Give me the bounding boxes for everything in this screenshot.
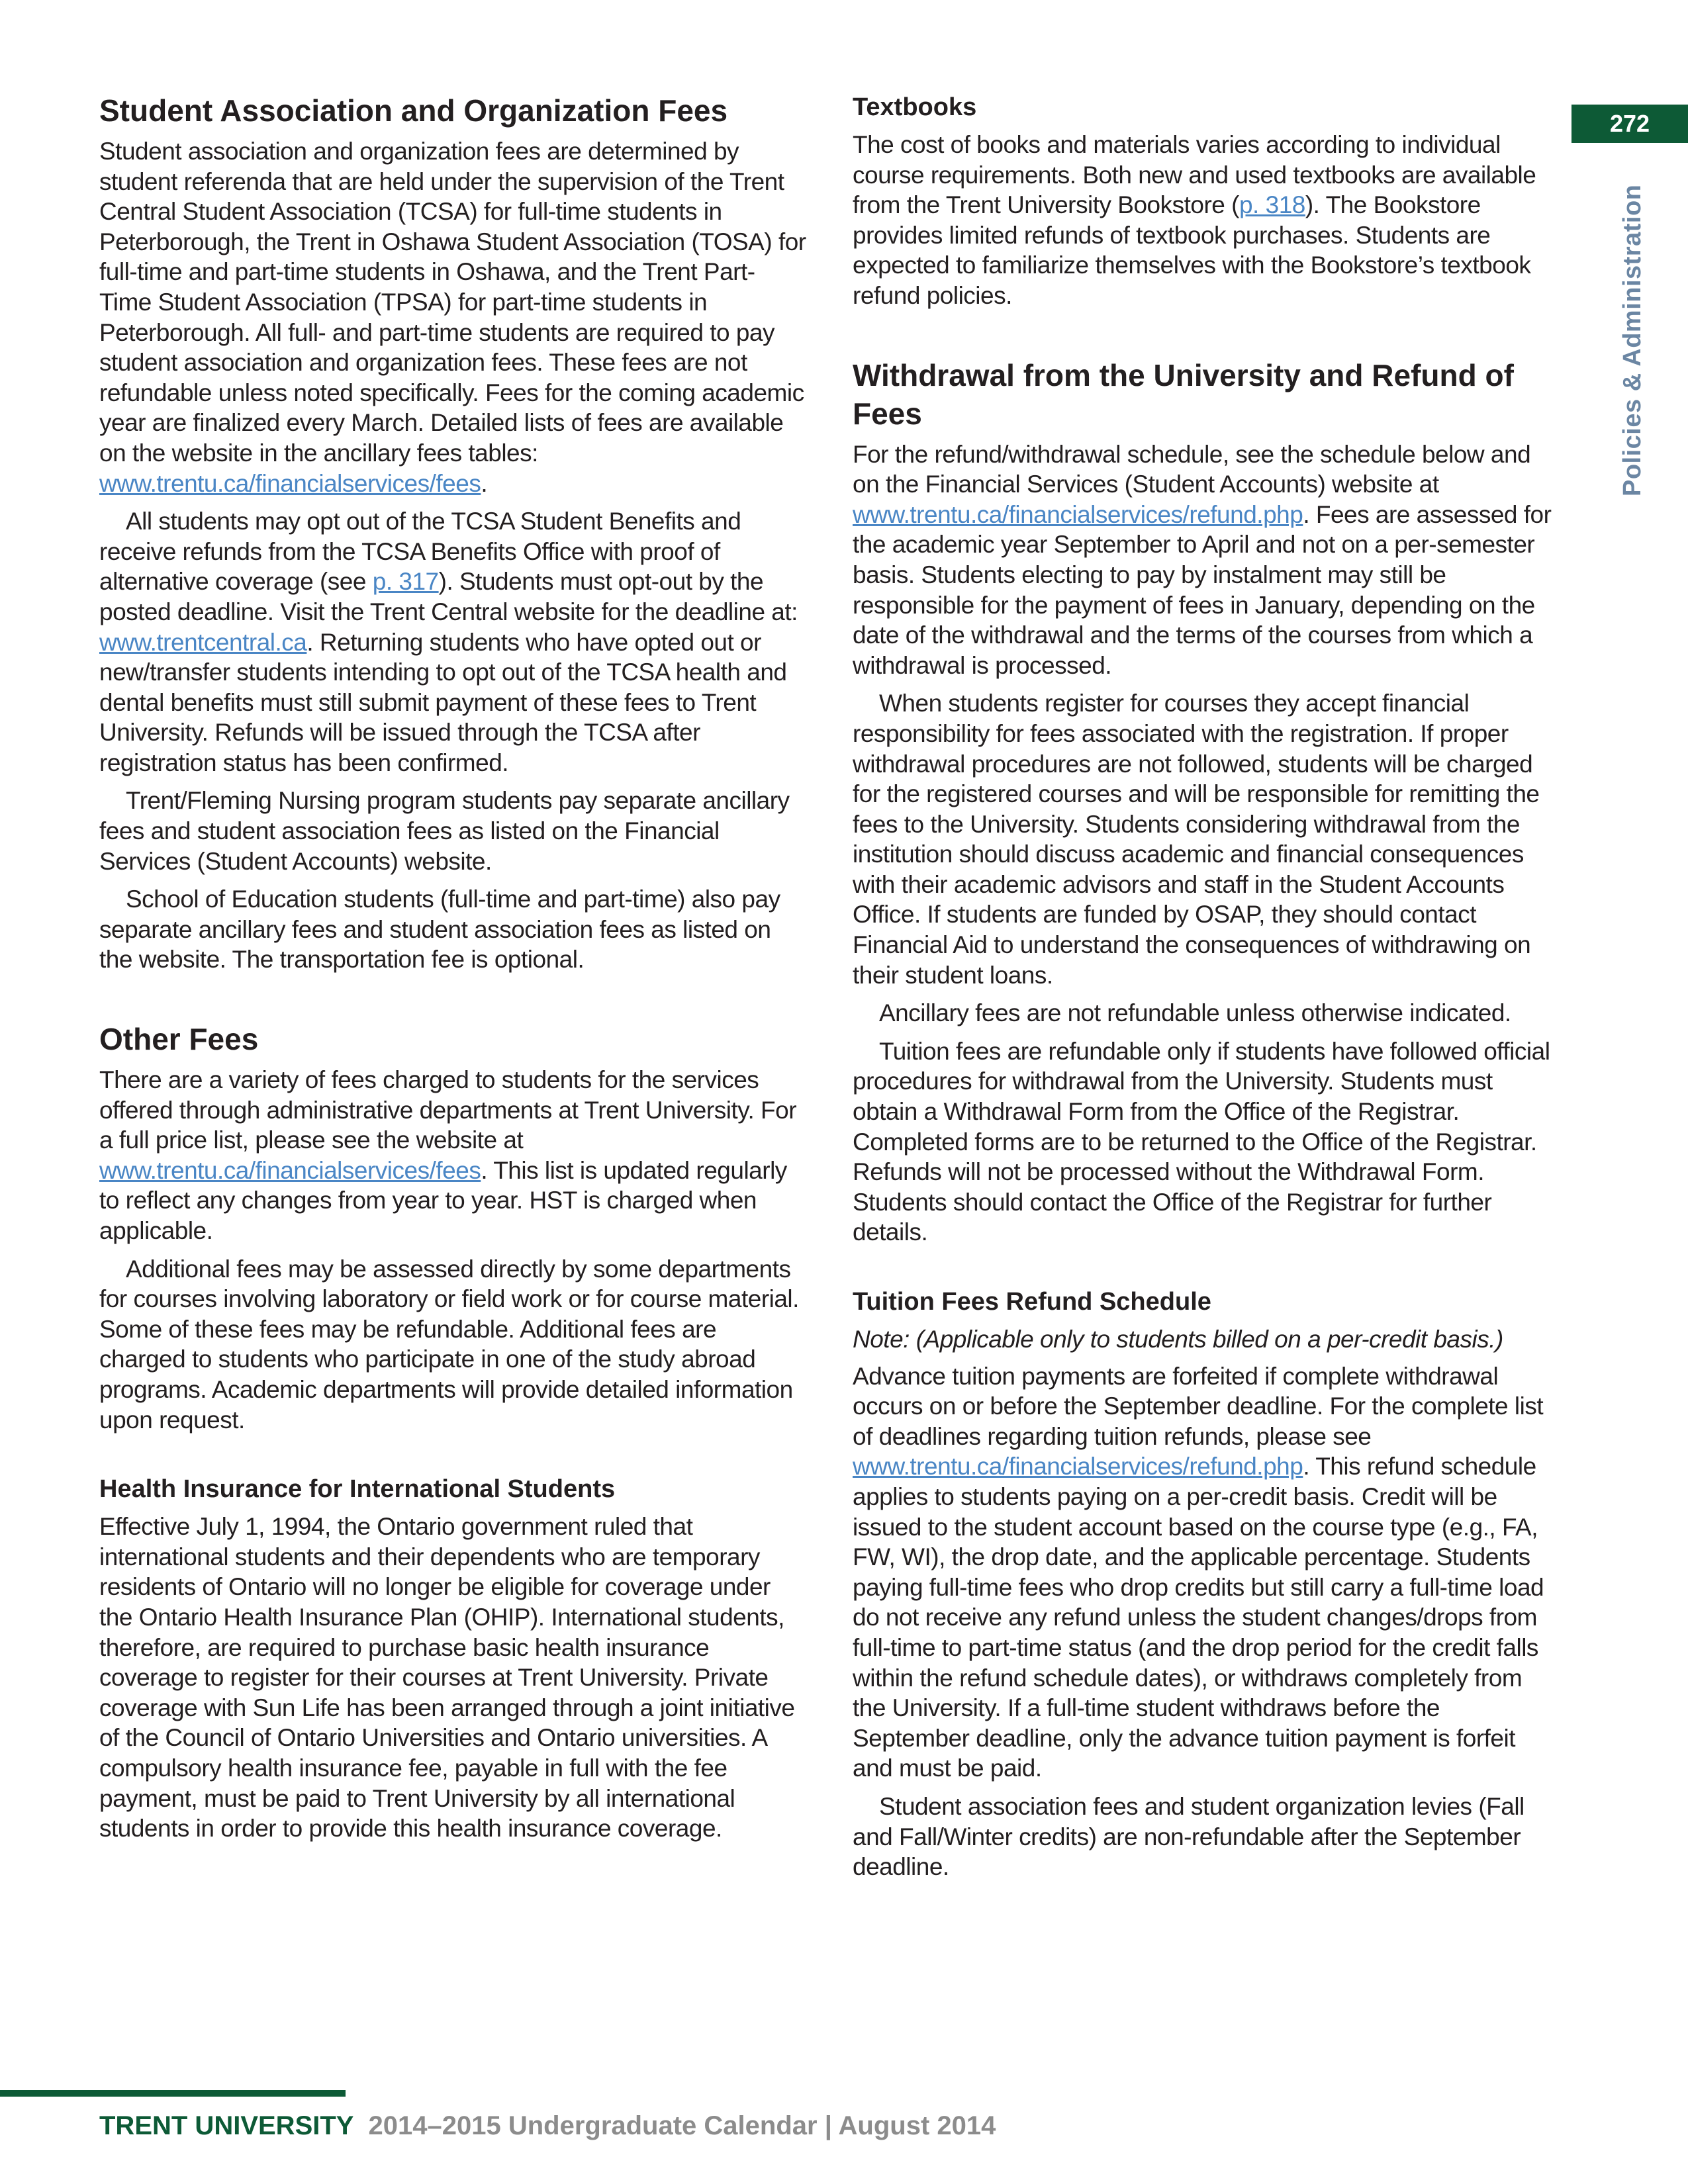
link-page-317[interactable]: p. 317	[372, 568, 439, 596]
footer-org: TRENT UNIVERSITY	[99, 2111, 354, 2140]
paragraph-ancillary: Ancillary fees are not refundable unless otherwise indicated.	[879, 999, 1511, 1027]
link-fees[interactable]: www.trentu.ca/financialservices/fees	[99, 469, 481, 497]
footer-rule	[0, 2090, 346, 2097]
heading-student-association-fees: Student Association and Organization Fees	[99, 93, 728, 128]
link-refund[interactable]: www.trentu.ca/financialservices/refund.php	[853, 500, 1303, 528]
link-fees-2[interactable]: www.trentu.ca/financialservices/fees	[99, 1156, 481, 1184]
paragraph-advance-tuition: Advance tuition payments are forfeited if complete withdrawal occurs on or before the September deadline. For the complete list of deadlines regarding tuition refunds, please see www.trentu.ca/financialservices/refund.php. This refund schedule applies to students paying on a per-credit basis. Credit will be issued to the student account based on the course type (e.g., FA, FW, WI), the drop date, and the applicable percentage. Students paying full-time fees who drop credits but still carry a full-time load do not receive any refund unless the student changes/drops from full-time to part-time status (and the drop period for the credit falls within the refund schedule dates), or withdraws completely from the University. If a full-time student withdraws before the September deadline, only the advance tuition payment is forfeit and must be paid.	[853, 1362, 1544, 1782]
footer	[99, 2111, 996, 2141]
heading-tuition-refund-schedule: Tuition Fees Refund Schedule	[853, 1288, 1211, 1316]
paragraph-refund-schedule: For the refund/withdrawal schedule, see the schedule below and on the Financial Services (Student Accounts) website at www.trentu.ca/financialservices/refund.php. Fees are assessed for the academic year September to April and not on a per-semester basis. Students electing to pay by instalment may still be responsible for the payment of fees in January, depending on the date of the withdrawal and the terms of the courses from which a withdrawal is processed.	[853, 440, 1552, 679]
note-per-credit: Note: (Applicable only to students billed on a per-credit basis.)	[853, 1326, 1503, 1353]
heading-other-fees: Other Fees	[99, 1022, 259, 1057]
paragraph-non-refundable: Student association fees and student organization levies (Fall and Fall/Winter credits) are non-refundable after the September deadline.	[853, 1792, 1524, 1881]
paragraph-textbooks: The cost of books and materials varies according to individual course requirements. Both new and used textbooks are available from the Trent University Bookstore (p. 318). The Bookstore provides limited refunds of textbook purchases. Students are expected to familiarize themselves with the Bookstore’s textbook refund policies.	[853, 131, 1536, 309]
paragraph-opt-out: All students may opt out of the TCSA Student Benefits and receive refunds from the TCSA Benefits Office with proof of alternative coverage (see p. 317). Students must opt-out by the posted deadline. Visit the Trent Central website for the deadline at: www.trentcentral.ca. Returning students who have opted out or new/transfer students intending to opt out of the TCSA health and dental benefits must still submit payment of these fees to Trent University. Refunds will be issued through the TCSA after registration status has been confirmed.	[99, 508, 798, 776]
heading-textbooks: Textbooks	[853, 93, 977, 121]
footer-calendar: 2014–2015 Undergraduate Calendar | August 2014	[368, 2111, 996, 2140]
heading-health-insurance: Health Insurance for International Students	[99, 1475, 616, 1504]
link-page-318[interactable]: p. 318	[1239, 191, 1305, 219]
paragraph-association-fees: Student association and organization fees are determined by student referenda that are held under the supervision of the Trent Central Student Association (TCSA) for full-time students in Peterborough, the Trent in Oshawa Student Association (TOSA) for full-time and part-time students in Oshawa, and the Trent Part-Time Student Association (TPSA) for part-time students in Peterborough. All full- and part-time students are required to pay student association and organization fees. These fees are not refundable unless noted specifically. Fees for the coming academic year are finalized every March. Detailed lists of fees are available on the website in the ancillary fees tables: www.trentu.ca/financialservices/fees.	[99, 138, 806, 497]
paragraph-health-insurance: Effective July 1, 1994, the Ontario government ruled that international students and their dependents who are temporary residents of Ontario will no longer be eligible for coverage under the Ontario Health Insurance Plan (OHIP). International students, therefore, are required to purchase basic health insurance coverage to register for their courses at Trent University. Private coverage with Sun Life has been arranged through a joint initiative of the Council of Ontario Universities and Ontario universities. A compulsory health insurance fee, payable in full with the fee payment, must be paid to Trent University by all international students in order to provide this health insurance coverage.	[99, 1513, 795, 1843]
paragraph-nursing: Trent/Fleming Nursing program students pay separate ancillary fees and student association fees as listed on the Financial Services (Student Accounts) website.	[99, 787, 790, 875]
right-column	[853, 91, 1560, 1882]
paragraph-additional-fees: Additional fees may be assessed directly by some departments for courses involving laboratory or field work or for course material. Some of these fees may be refundable. Additional fees are charged to students who participate in one of the study abroad programs. Academic departments will provide detailed information upon request.	[99, 1255, 799, 1433]
link-refund-2[interactable]: www.trentu.ca/financialservices/refund.php	[853, 1453, 1303, 1480]
link-trentcentral[interactable]: www.trentcentral.ca	[99, 628, 307, 656]
left-column	[99, 91, 806, 1844]
page-number-tab: 272	[1571, 105, 1688, 143]
paragraph-education: School of Education students (full-time and part-time) also pay separate ancillary fees and student association fees as listed on the website. The transportation fee is optional.	[99, 886, 780, 974]
paragraph-tuition-refundable: Tuition fees are refundable only if students have followed official procedures for withdrawal from the University. Students must obtain a Withdrawal Form from the Office of the Registrar. Completed forms are to be returned to the Office of the Registrar. Refunds will not be processed without the Withdrawal Form. Students should contact the Office of the Registrar for further details.	[853, 1037, 1550, 1246]
paragraph-other-fees: There are a variety of fees charged to students for the services offered through administrative departments at Trent University. For a full price list, please see the website at www.trentu.ca/financialservices/fees. This list is updated regularly to reflect any changes from year to year. HST is charged when applicable.	[99, 1066, 797, 1244]
heading-withdrawal: Withdrawal from the University and Refund of Fees	[853, 357, 1514, 431]
paragraph-financial-responsibility: When students register for courses they accept financial responsibility for fees associated with the registration. If proper withdrawal procedures are not followed, students will be charged for the registered courses and will be responsible for remitting the fees to the University. Students considering withdrawal from the institution should discuss academic and financial consequences with their academic advisors and staff in the Student Accounts Office. If students are funded by OSAP, they should contact Financial Aid to understand the consequences of withdrawing on their student loans.	[853, 690, 1540, 989]
section-side-label: Policies & Administration	[1618, 184, 1646, 496]
